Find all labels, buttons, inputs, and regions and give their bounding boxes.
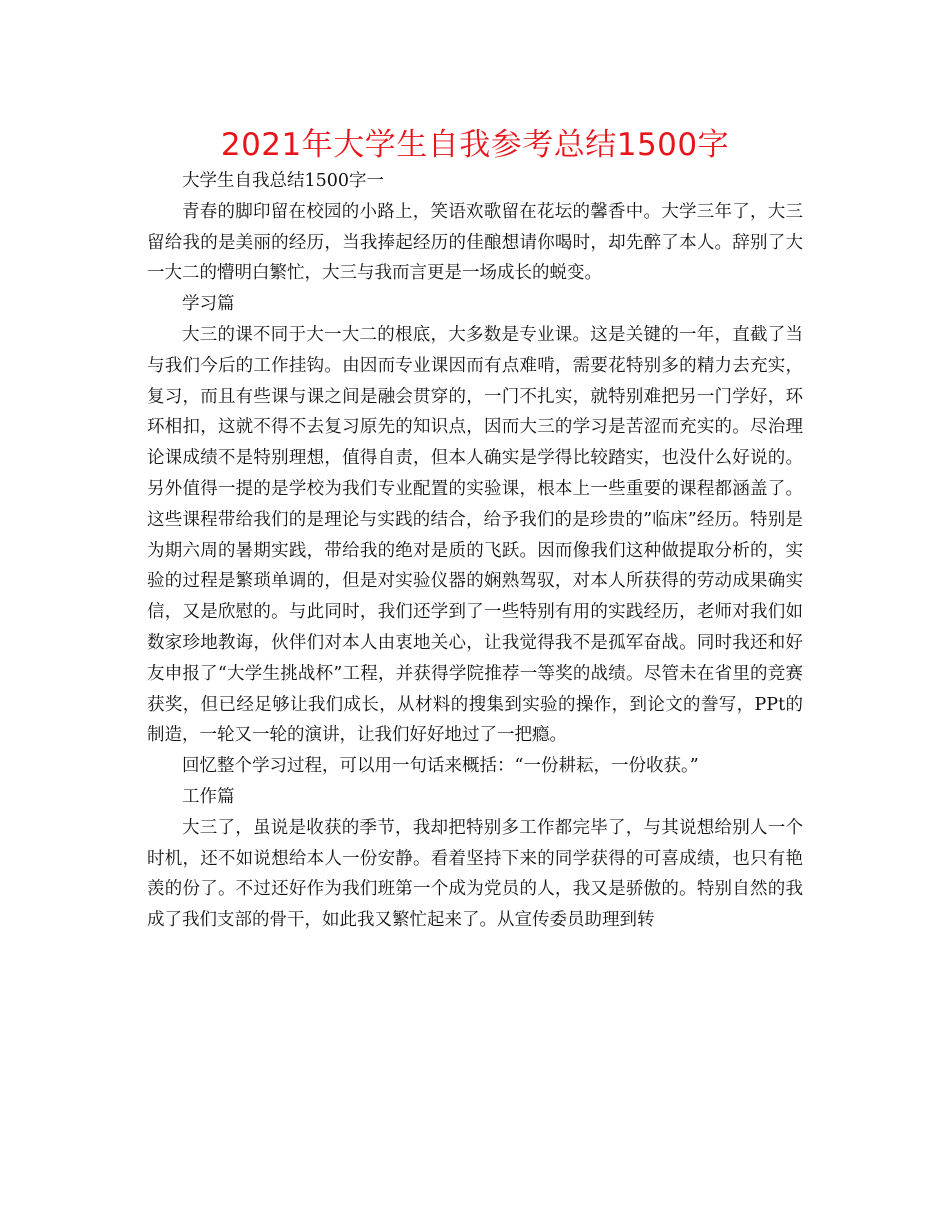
paragraph-study: 大三的课不同于大一大二的根底，大多数是专业课。这是关键的一年，直截了当与我们今后的工作挂钩。由因而专业课因而有点难啃，需要花特别多的精力去充实，复习，而且有些课与课之间是融会贯穿的，一门不扎实，就特别难把另一门学好，环环相扣，这就不得不去复习原先的知识点，因而大三的学习是苦涩而充实的。尽治理论课成绩不是特别理想，值得自责，但本人确实是学得比较踏实，也没什么好说的。另外值得一提的是学校为我们专业配置的实验课，根本上一些重要的课程都涵盖了。这些课程带给我们的是理论与实践的结合，给予我们的是珍贵的”临床”经历。特别是为期六周的暑期实践，带给我的绝对是质的飞跃。因而像我们这种做提取分析的，实验的过程是繁琐单调的，但是对实验仪器的娴熟驾驭，对本人所获得的劳动成果确实信，又是欣慰的。与此同时，我们还学到了一些特别有用的实践经历，老师对我们如数家珍地教诲，伙伴们对本人由衷地关心，让我觉得我不是孤军奋战。同时我还和好友申报了“大学生挑战杯”工程，并获得学院推荐一等奖的战绩。尽管未在省里的竞赛获奖，但已经足够让我们成长，从材料的搜集到实验的操作，到论文的誊写，PPt的制造，一轮又一轮的演讲，让我们好好地过了一把瘾。 [147, 324, 803, 746]
section-heading-work: 工作篇 [182, 786, 235, 807]
paragraph-work: 大三了，虽说是收获的季节，我却把特别多工作都完毕了，与其说想给别人一个时机，还不如说想给本人一份安静。看着坚持下来的同学获得的可喜成绩，也只有艳羡的份了。不过还好作为我们班第一个成为党员的人，我又是骄傲的。特别自然的我成了我们支部的骨干，如此我又繁忙起来了。从宣传委员助理到转 [147, 817, 803, 931]
document-title: 2021年大学生自我参考总结1500字 [220, 127, 730, 163]
paragraph-subtitle: 大学生自我总结1500字一 [182, 171, 385, 191]
paragraph-intro: 青春的脚印留在校园的小路上，笑语欢歌留在花坛的馨香中。大学三年了，大三留给我的是美丽的经历，当我捧起经历的佳酿想请你喝时，却先醉了本人。辞别了大一大二的懵明白繁忙，大三与我而言更是一场成长的蜕变。 [147, 201, 803, 284]
section-heading-study: 学习篇 [182, 294, 235, 315]
paragraph-study-summary: 回忆整个学习过程，可以用一句话来概括：“一份耕耘，一份收获。” [182, 756, 699, 777]
document-body [147, 166, 803, 936]
